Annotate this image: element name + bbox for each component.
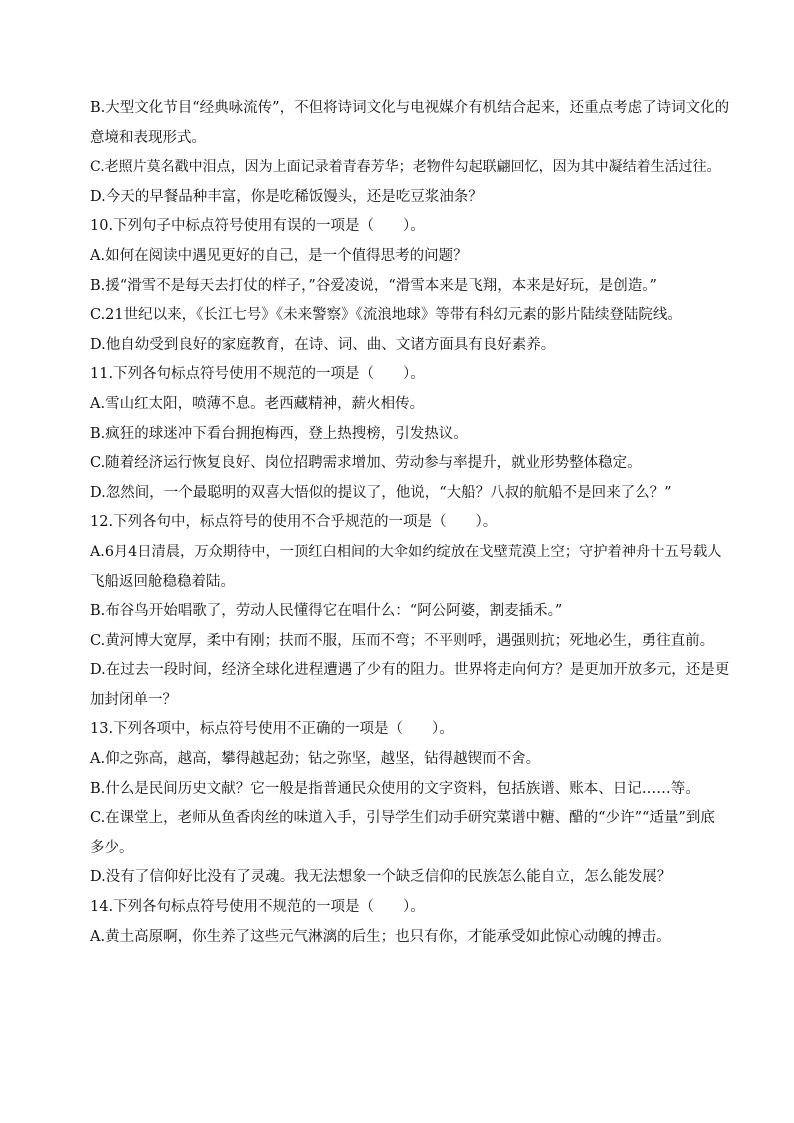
text-line: 加封闭单一？ (90, 691, 177, 708)
question-text-block (90, 94, 730, 952)
text-line: A.6月4日清晨，万众期待中，一顶红白相间的大伞如约绽放在戈壁荒漠上空；守护着神舟十五号载人 (90, 543, 722, 560)
question-heading: 10.下列句子中标点符号使用有误的一项是（ ）。 (90, 218, 425, 235)
question-heading: 13.下列各项中，标点符号使用不正确的一项是（ ）。 (90, 721, 454, 738)
text-line: 飞船返回舱稳稳着陆。 (90, 573, 235, 590)
text-line: B.疯狂的球迷冲下看台拥抱梅西，登上热搜榜，引发热议。 (90, 425, 468, 442)
question-heading: 12.下列各句中，标点符号的使用不合乎规范的一项是（ ）。 (90, 514, 498, 531)
text-line: D.今天的早餐品种丰富，你是吃稀饭馒头，还是吃豆浆油条？ (90, 188, 483, 205)
text-line: D.忽然间，一个最聪明的双喜大悟似的提议了，他说，“大船？八叔的航船不是回来了么？” (90, 484, 672, 501)
text-line: C.21世纪以来，《长江七号》《未来警察》《流浪地球》等带有科幻元素的影片陆续登陆院线。 (90, 307, 682, 324)
text-line: A.仰之弥高，越高，攀得越起劲；钻之弥坚，越坚，钻得越锲而不舍。 (90, 751, 541, 768)
text-line: D.没有了信仰好比没有了灵魂。我无法想象一个缺乏信仰的民族怎么能自立，怎么能发展？ (90, 869, 672, 886)
text-line: B.援“滑雪不是每天去打仗的样子，”谷爱凌说，“滑雪本来是飞翔，本来是好玩，是创造。” (90, 277, 657, 294)
text-line: B.什么是民间历史文献？它一般是指普通民众使用的文字资料，包括族谱、账本、日记……等。 (90, 780, 700, 797)
text-line: B.大型文化节目“经典咏流传”，不但将诗词文化与电视媒介有机结合起来，还重点考虑了诗词文化的 (90, 100, 730, 116)
text-line: D.在过去一段时间，经济全球化进程遭遇了少有的阻力。世界将走向何方？是更加开放多元，还是更 (90, 662, 730, 679)
question-heading: 14.下列各句标点符号使用不规范的一项是（ ）。 (90, 899, 425, 916)
text-line: C.在课堂上，老师从鱼香肉丝的味道入手，引导学生们动手研究菜谱中糖、醋的“少许”“适量”到底 (90, 810, 715, 827)
question-heading: 11.下列各句标点符号使用不规范的一项是（ ）。 (90, 366, 425, 383)
text-line: C.随着经济运行恢复良好、岗位招聘需求增加、劳动参与率提升，就业形势整体稳定。 (90, 455, 642, 472)
text-line: B.布谷鸟开始唱歌了，劳动人民懂得它在唱什么：“阿公阿婆，割麦插禾。” (90, 603, 563, 620)
text-line: C.黄河博大宽厚，柔中有刚；扶而不服，压而不弯；不平则呼，遇强则抗；死地必生，勇往直前。 (90, 632, 715, 649)
text-line: A.黄土高原啊，你生养了这些元气淋漓的后生；也只有你，才能承受如此惊心动魄的搏击。 (90, 928, 671, 945)
text-line: 意境和表现形式。 (90, 129, 206, 146)
text-line: 多少。 (90, 839, 134, 856)
text-line: C.老照片莫名戳中泪点，因为上面记录着青春芳华；老物件勾起联翩回忆，因为其中凝结着生活过往。 (90, 159, 721, 176)
text-line: D.他自幼受到良好的家庭教育，在诗、词、曲、文诸方面具有良好素养。 (90, 336, 556, 353)
text-line: A.如何在阅读中遇见更好的自己，是一个值得思考的问题？ (90, 247, 468, 264)
text-line: A.雪山红太阳，喷薄不息。老西藏精神，薪火相传。 (90, 395, 425, 412)
